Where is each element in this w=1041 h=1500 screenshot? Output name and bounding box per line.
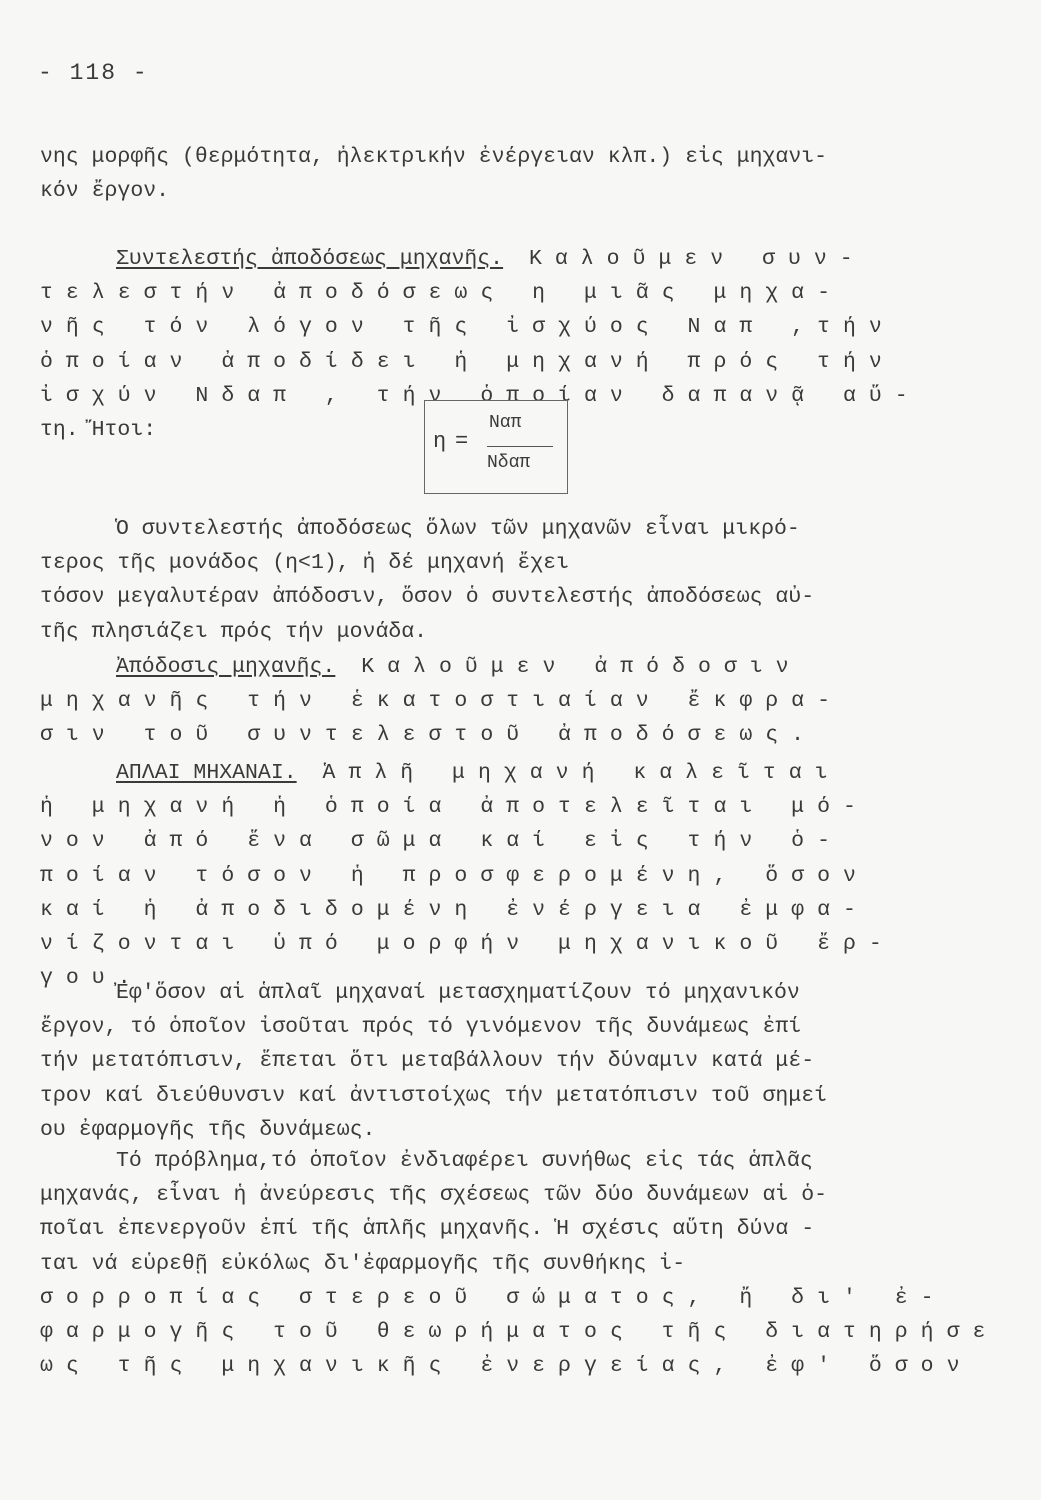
text-line: Τό πρόβλημα,τό ὁποῖον ἐνδιαφέρει συνήθως εἰς τάς ἁπλᾶς [116,1149,813,1173]
text-line: τῆς πλησιάζει πρός τήν μονάδα. [40,619,428,644]
text-line: ποῖαι ἐπενεργοῦν ἐπί τῆς ἁπλῆς μηχανῆς. Ἡ σχέσις αὕτη δύνα - [40,1217,815,1242]
efficiency-formula [424,400,568,494]
text-line: νίζονται ὑπό μορφήν μηχανικοῦ ἔρ- [40,932,895,957]
paragraph-work-transformation [40,976,940,1147]
text-line: ἰσχύν Nδαπ , τήν ὁποίαν δαπανᾷ αὕ- [40,383,921,408]
text-span: Ἁπλῆ μηχανή καλεῖται [296,761,841,785]
text-line [40,756,940,790]
paragraph-intro [40,140,940,208]
text-line: τερος τῆς μονάδος (η<1), ἡ δέ μηχανή ἔχει [40,551,569,576]
paragraph-simple-machines [40,756,940,995]
text-line: τη. Ἤτοι: [40,418,157,443]
text-line: νῆς τόν λόγον τῆς ἰσχύος Nαπ ,τήν [40,315,895,340]
page-number: - 118 - [38,60,149,86]
formula-equals: = [455,429,469,454]
section-heading-simple-machines: ΑΠΛΑΙ ΜΗΧΑΝΑΙ. [116,761,297,785]
text-line [40,650,940,684]
text-span: Καλοῦμεν ἀπόδοσιν [335,655,802,679]
paragraph-machine-output [40,650,940,753]
text-line: ποίαν τόσον ἡ προσφερομένη, ὅσον [40,863,869,888]
section-heading-output: Ἀπόδοσις μηχανῆς. [116,655,336,679]
text-line: ως τῆς μηχανικῆς ἐνεργείας, ἐφ' ὅσον [40,1354,973,1379]
text-line: Ἐφ'ὅσον αἱ ἁπλαῖ μηχαναί μετασχηματίζουν τό μηχανικόν [116,981,800,1005]
text-span: Καλοῦμεν συν- [503,247,866,271]
paragraph-problem [40,1144,999,1383]
formula-numerator: Nαπ [489,413,522,433]
text-line: κόν ἔργον. [40,179,170,204]
text-line: τόσον μεγαλυτέραν ἀπόδοσιν, ὅσον ὁ συντελεστής ἀποδόσεως αὐ- [40,585,815,610]
text-line: ἡ μηχανή ἡ ὁποία ἀποτελεῖται μό- [40,795,869,820]
text-line: τελεστήν ἀποδόσεως η μιᾶς μηχα- [40,281,843,306]
text-line: ου ἐφαρμογῆς τῆς δυνάμεως. [40,1117,376,1142]
fraction-bar [487,446,553,447]
text-line: ται νά εὑρεθῇ εὐκόλως δι'ἐφαρμογῆς τῆς συνθήκης ἰ- [40,1251,686,1276]
text-line: σορροπίας στερεοῦ σώματος, ἤ δι' ἐ- [40,1285,947,1310]
text-line: νον ἀπό ἕνα σῶμα καί εἰς τήν ὁ- [40,829,843,854]
text-line [40,242,940,276]
text-line: ὁποίαν ἀποδίδει ἡ μηχανή πρός τήν [40,349,895,374]
text-line: μηχανῆς τήν ἑκατοστιαίαν ἔκφρα- [40,689,843,714]
text-line: νης μορφῆς (θερμότητα, ἡλεκτρικήν ἐνέργειαν κλπ.) εἰς μηχανι- [40,145,828,169]
text-line: Ὁ συντελεστής ἀποδόσεως ὅλων τῶν μηχανῶν εἶναι μικρό- [116,517,800,541]
paragraph-efficiency-less-than-one [40,512,940,649]
section-heading-efficiency: Συντελεστής ἀποδόσεως μηχανῆς. [116,247,504,271]
text-line: γου. [40,966,144,991]
formula-eta: η [433,429,447,454]
text-line: ἔργον, τό ὁποῖον ἰσοῦται πρός τό γινόμενον τῆς δυνάμεως ἐπί [40,1015,802,1040]
text-line: τήν μετατόπισιν, ἕπεται ὅτι μεταβάλλουν τήν δύναμιν κατά μέ- [40,1049,815,1074]
text-line: φαρμογῆς τοῦ θεωρήματος τῆς διατηρήσε [40,1320,999,1345]
text-line: μηχανάς, εἶναι ἡ ἀνεύρεσις τῆς σχέσεως τῶν δύο δυνάμεων αἱ ὁ- [40,1183,828,1208]
text-line: καί ἡ ἀποδιδομένη ἐνέργεια ἐμφα- [40,897,869,922]
text-line: σιν τοῦ συντελεστοῦ ἀποδόσεως. [40,723,818,748]
text-line: τρον καί διεύθυνσιν καί ἀντιστοίχως τήν μετατόπισιν τοῦ σημεί [40,1083,828,1108]
formula-denominator: Nδαπ [487,453,531,473]
